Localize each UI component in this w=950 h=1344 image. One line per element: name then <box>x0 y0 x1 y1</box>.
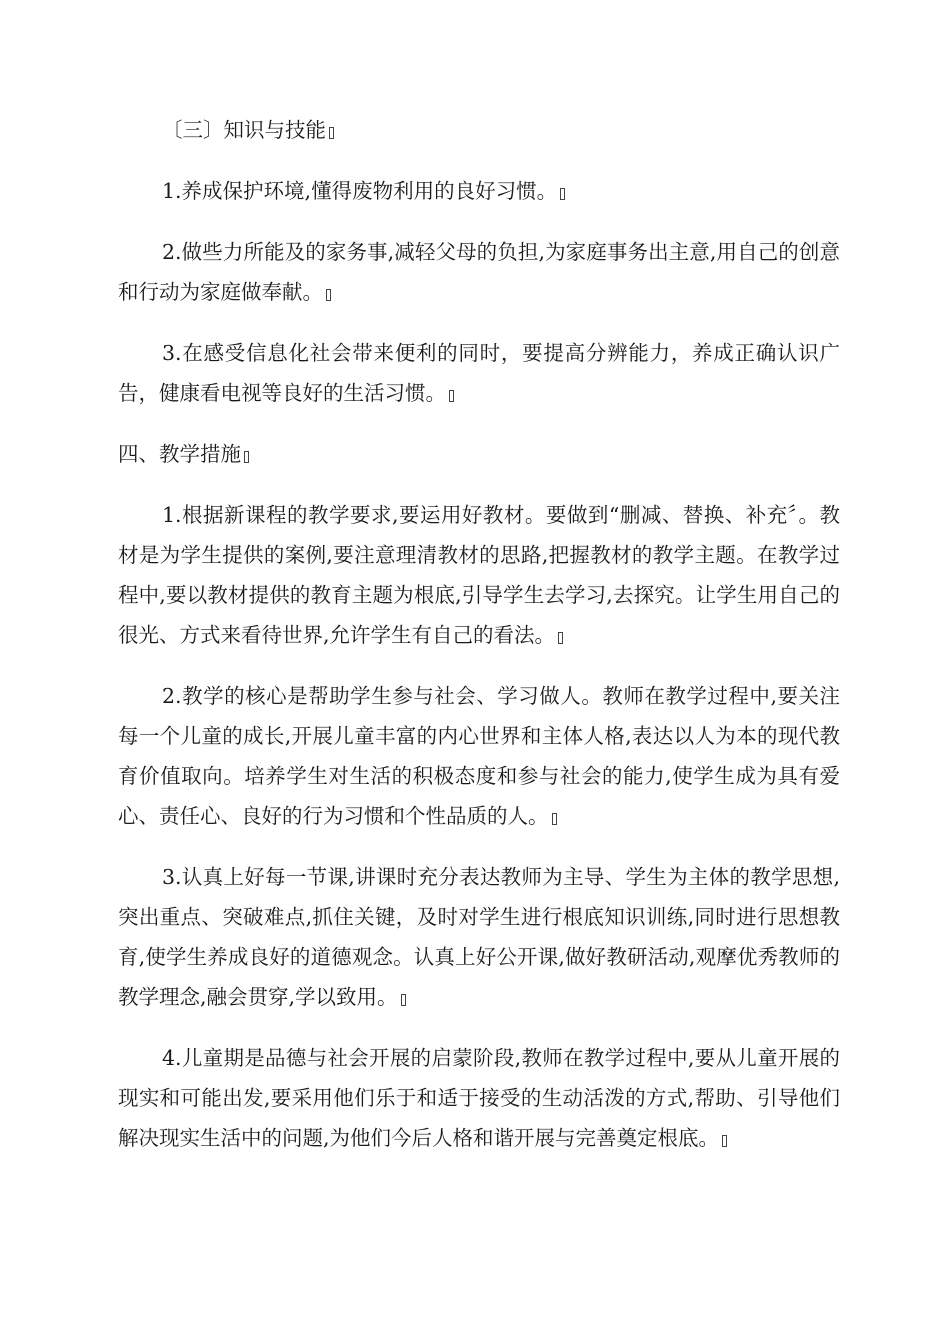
paragraph-mark-icon <box>558 632 563 644</box>
paragraph-measure-3 <box>118 857 840 1017</box>
paragraph-text: 2.做些力所能及的家务事,减轻父母的负担,为家庭事务出主意,用自己的创意和行动为家庭做奉献。 <box>118 240 840 304</box>
paragraph-mark-icon <box>722 1135 727 1147</box>
paragraph-measure-2 <box>118 676 840 836</box>
document-page <box>118 110 840 1179</box>
section-heading-teaching-measures <box>118 434 840 474</box>
paragraph-measure-4 <box>118 1038 840 1158</box>
paragraph-skill-2 <box>118 232 840 312</box>
paragraph-text: 4.儿童期是品德与社会开展的启蒙阶段,教师在教学过程中,要从儿童开展的现实和可能出发,要采用他们乐于和适于接受的生动活泼的方式,帮助、引导他们解决现实生活中的问题,为他们今后人格和谐开展与完善奠定根底。 <box>118 1046 840 1150</box>
paragraph-mark-icon <box>552 813 557 825</box>
paragraph-mark-icon <box>449 390 454 402</box>
paragraph-skill-3 <box>118 333 840 413</box>
paragraph-mark-icon <box>329 127 334 139</box>
paragraph-mark-icon <box>560 188 565 200</box>
paragraph-text: 四、教学措施 <box>118 442 241 466</box>
paragraph-text: 2.教学的核心是帮助学生参与社会、学习做人。教师在教学过程中,要关注每一个儿童的成长,开展儿童丰富的内心世界和主体人格,表达以人为本的现代教育价值取向。培养学生对生活的积极态度和参与社会的能力,使学生成为具有爱心、责任心、良好的行为习惯和个性品质的人。 <box>118 684 840 828</box>
paragraph-mark-icon <box>326 289 331 301</box>
paragraph-mark-icon <box>401 994 406 1006</box>
paragraph-measure-1 <box>118 495 840 655</box>
paragraph-skill-1 <box>118 171 840 211</box>
paragraph-mark-icon <box>244 451 249 463</box>
paragraph-text: 1.养成保护环境,懂得废物利用的良好习惯。 <box>162 179 558 203</box>
paragraph-text: 3.认真上好每一节课,讲课时充分表达教师为主导、学生为主体的教学思想,突出重点、突破难点,抓住关键，及时对学生进行根底知识训练,同时进行思想教育,使学生养成良好的道德观念。认真上好公开课,做好教研活动,观摩优秀教师的教学理念,融会贯穿,学以致用。 <box>118 865 840 1009</box>
paragraph-text: 3.在感受信息化社会带来便利的同时，要提高分辨能力，养成正确认识广告，健康看电视等良好的生活习惯。 <box>118 341 840 405</box>
paragraph-text: 〔三〕知识与技能 <box>162 118 326 142</box>
section-heading-knowledge-skills <box>118 110 840 150</box>
paragraph-text: 1.根据新课程的教学要求,要运用好教材。要做到“删减、替换、补充〞。教材是为学生提供的案例,要注意理清教材的思路,把握教材的教学主题。在教学过程中,要以教材提供的教育主题为根底,引导学生去学习,去探究。让学生用自己的很光、方式来看待世界,允许学生有自己的看法。 <box>118 503 840 647</box>
